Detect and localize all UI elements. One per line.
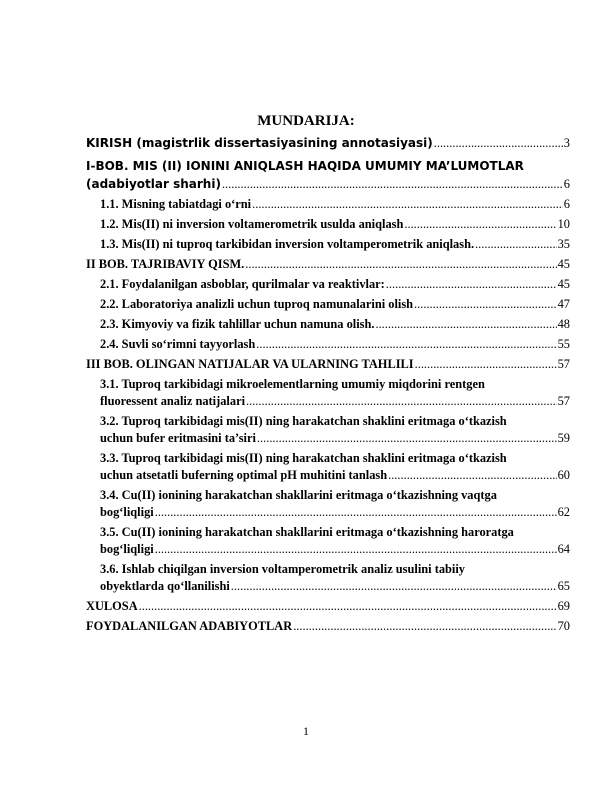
toc-entry-title: 3.6. Ishlab chiqilgan inversion voltamperometrik analiz usulini tabiiy xyxy=(100,562,466,576)
page-number: 1 xyxy=(303,724,309,738)
toc-leader-dots xyxy=(375,316,556,333)
toc-entry-title-cont: obyektlarda qo‘llanilishi xyxy=(100,579,230,593)
toc-entry-2-2[interactable] xyxy=(86,296,570,313)
toc-entry-3-6[interactable] xyxy=(86,561,570,595)
toc-leader-dots xyxy=(434,134,563,152)
toc-entry-adabiyotlar[interactable] xyxy=(86,618,570,635)
toc-page-number: 69 xyxy=(557,599,570,613)
toc-leader-dots xyxy=(252,196,563,213)
toc-entry-2-4[interactable] xyxy=(86,336,570,353)
toc-entry-3-4[interactable] xyxy=(86,487,570,521)
toc-entry-2-3[interactable] xyxy=(86,316,570,333)
toc-entry-chapter-2[interactable] xyxy=(86,256,570,273)
toc-page-number: 45 xyxy=(557,257,570,271)
toc-page-number: 3 xyxy=(563,136,570,150)
toc-page-number: 45 xyxy=(557,277,570,291)
toc-entry-title: 3.4. Cu(II) ionining harakatchan shakllarini eritmaga o‘tkazishning vaqtga xyxy=(100,488,497,502)
toc-leader-dots xyxy=(386,276,557,293)
toc-entry-xulosa[interactable] xyxy=(86,598,570,615)
table-of-contents xyxy=(86,134,570,635)
toc-leader-dots xyxy=(155,504,557,521)
toc-heading: MUNDARIJA: xyxy=(257,113,355,129)
toc-entry-title: 1.3. Mis(II) ni tuproq tarkibidan inversion voltamperometrik aniqlash. xyxy=(100,237,475,251)
toc-entry-title-cont: uchun atsetatli buferning optimal pH muhitini tanlash xyxy=(100,468,388,482)
toc-leader-dots xyxy=(257,430,557,447)
toc-entry-title: 1.2. Mis(II) ni inversion voltamerometrik usulda aniqlash xyxy=(100,217,404,231)
toc-entry-1-3[interactable] xyxy=(86,236,570,253)
toc-page-number: 57 xyxy=(557,394,570,408)
toc-leader-dots xyxy=(388,467,557,484)
toc-entry-title: 2.1. Foydalanilgan asboblar, qurilmalar va reaktivlar: xyxy=(100,277,385,291)
toc-entry-title: FOYDALANILGAN ADABIYOTLAR xyxy=(86,619,293,633)
toc-entry-3-3[interactable] xyxy=(86,450,570,484)
toc-leader-dots xyxy=(231,578,557,595)
toc-page-number: 10 xyxy=(557,217,570,231)
toc-entry-title: III BOB. OLINGAN NATIJALAR VA ULARNING TAHLILI xyxy=(86,357,414,371)
toc-entry-title: 2.3. Kimyoviy va fizik tahlillar uchun namuna olish. xyxy=(100,317,375,331)
toc-entry-2-1[interactable] xyxy=(86,276,570,293)
toc-entry-title: XULOSA xyxy=(86,599,138,613)
toc-entry-title-cont: uchun bufer eritmasini ta’siri xyxy=(100,431,256,445)
toc-entry-kirish[interactable] xyxy=(86,134,570,152)
toc-page-number: 59 xyxy=(557,431,570,445)
toc-page-number: 65 xyxy=(557,579,570,593)
toc-leader-dots xyxy=(475,236,557,253)
toc-page-number: 60 xyxy=(557,468,570,482)
toc-page-number: 62 xyxy=(557,505,570,519)
toc-entry-title: I-BOB. MIS (II) IONINI ANIQLASH HAQIDA UMUMIY MA’LUMOTLAR xyxy=(86,159,524,173)
toc-entry-3-1[interactable] xyxy=(86,376,570,410)
toc-entry-title: 3.3. Tuproq tarkibidagi mis(II) ning harakatchan shaklini eritmaga o‘tkazish xyxy=(100,451,507,465)
toc-leader-dots xyxy=(293,618,556,635)
toc-page-number: 48 xyxy=(557,317,570,331)
toc-leader-dots xyxy=(245,256,556,273)
toc-page-number: 35 xyxy=(557,237,570,251)
toc-entry-title: 1.1. Misning tabiatdagi o‘rni xyxy=(100,197,252,211)
toc-leader-dots xyxy=(415,356,557,373)
toc-entry-title: 3.5. Cu(II) ionining harakatchan shakllarini eritmaga o‘tkazishning haroratga xyxy=(100,525,514,539)
toc-leader-dots xyxy=(222,175,563,193)
toc-page-number: 6 xyxy=(563,177,570,191)
toc-page-number: 47 xyxy=(557,297,570,311)
toc-entry-1-1[interactable] xyxy=(86,196,570,213)
toc-entry-1-2[interactable] xyxy=(86,216,570,233)
toc-page-number: 70 xyxy=(557,619,570,633)
toc-entry-chapter-3[interactable] xyxy=(86,356,570,373)
toc-entry-chapter-1[interactable] xyxy=(86,157,570,193)
toc-entry-title: 2.4. Suvli so‘rimni tayyorlash xyxy=(100,337,256,351)
toc-leader-dots xyxy=(404,216,556,233)
toc-leader-dots xyxy=(256,336,556,353)
toc-entry-title: 3.1. Tuproq tarkibidagi mikroelementlarning umumiy miqdorini rentgen xyxy=(100,377,485,391)
toc-entry-title: II BOB. TAJRIBAVIY QISM. xyxy=(86,257,245,271)
toc-entry-title-cont: fluoressent analiz natijalari xyxy=(100,394,246,408)
toc-leader-dots xyxy=(139,598,557,615)
toc-leader-dots xyxy=(414,296,557,313)
toc-entry-3-5[interactable] xyxy=(86,524,570,558)
toc-page-number: 55 xyxy=(557,337,570,351)
toc-entry-3-2[interactable] xyxy=(86,413,570,447)
toc-entry-title-cont: bog‘liqligi xyxy=(100,542,154,556)
toc-entry-title: 2.2. Laboratoriya analizli uchun tuproq namunalarini olish xyxy=(100,297,414,311)
toc-leader-dots xyxy=(155,541,557,558)
toc-page-number: 64 xyxy=(557,542,570,556)
toc-entry-title-cont: (adabiyotlar sharhi) xyxy=(86,177,221,191)
toc-entry-title: KIRISH (magistrlik dissertasiyasining annotasiyasi) xyxy=(86,136,433,150)
toc-entry-title: 3.2. Tuproq tarkibidagi mis(II) ning harakatchan shaklini eritmaga o‘tkazish xyxy=(100,414,507,428)
toc-page-number: 57 xyxy=(557,357,570,371)
toc-page-number: 6 xyxy=(563,197,570,211)
toc-leader-dots xyxy=(246,393,557,410)
toc-entry-title-cont: bog‘liqligi xyxy=(100,505,154,519)
